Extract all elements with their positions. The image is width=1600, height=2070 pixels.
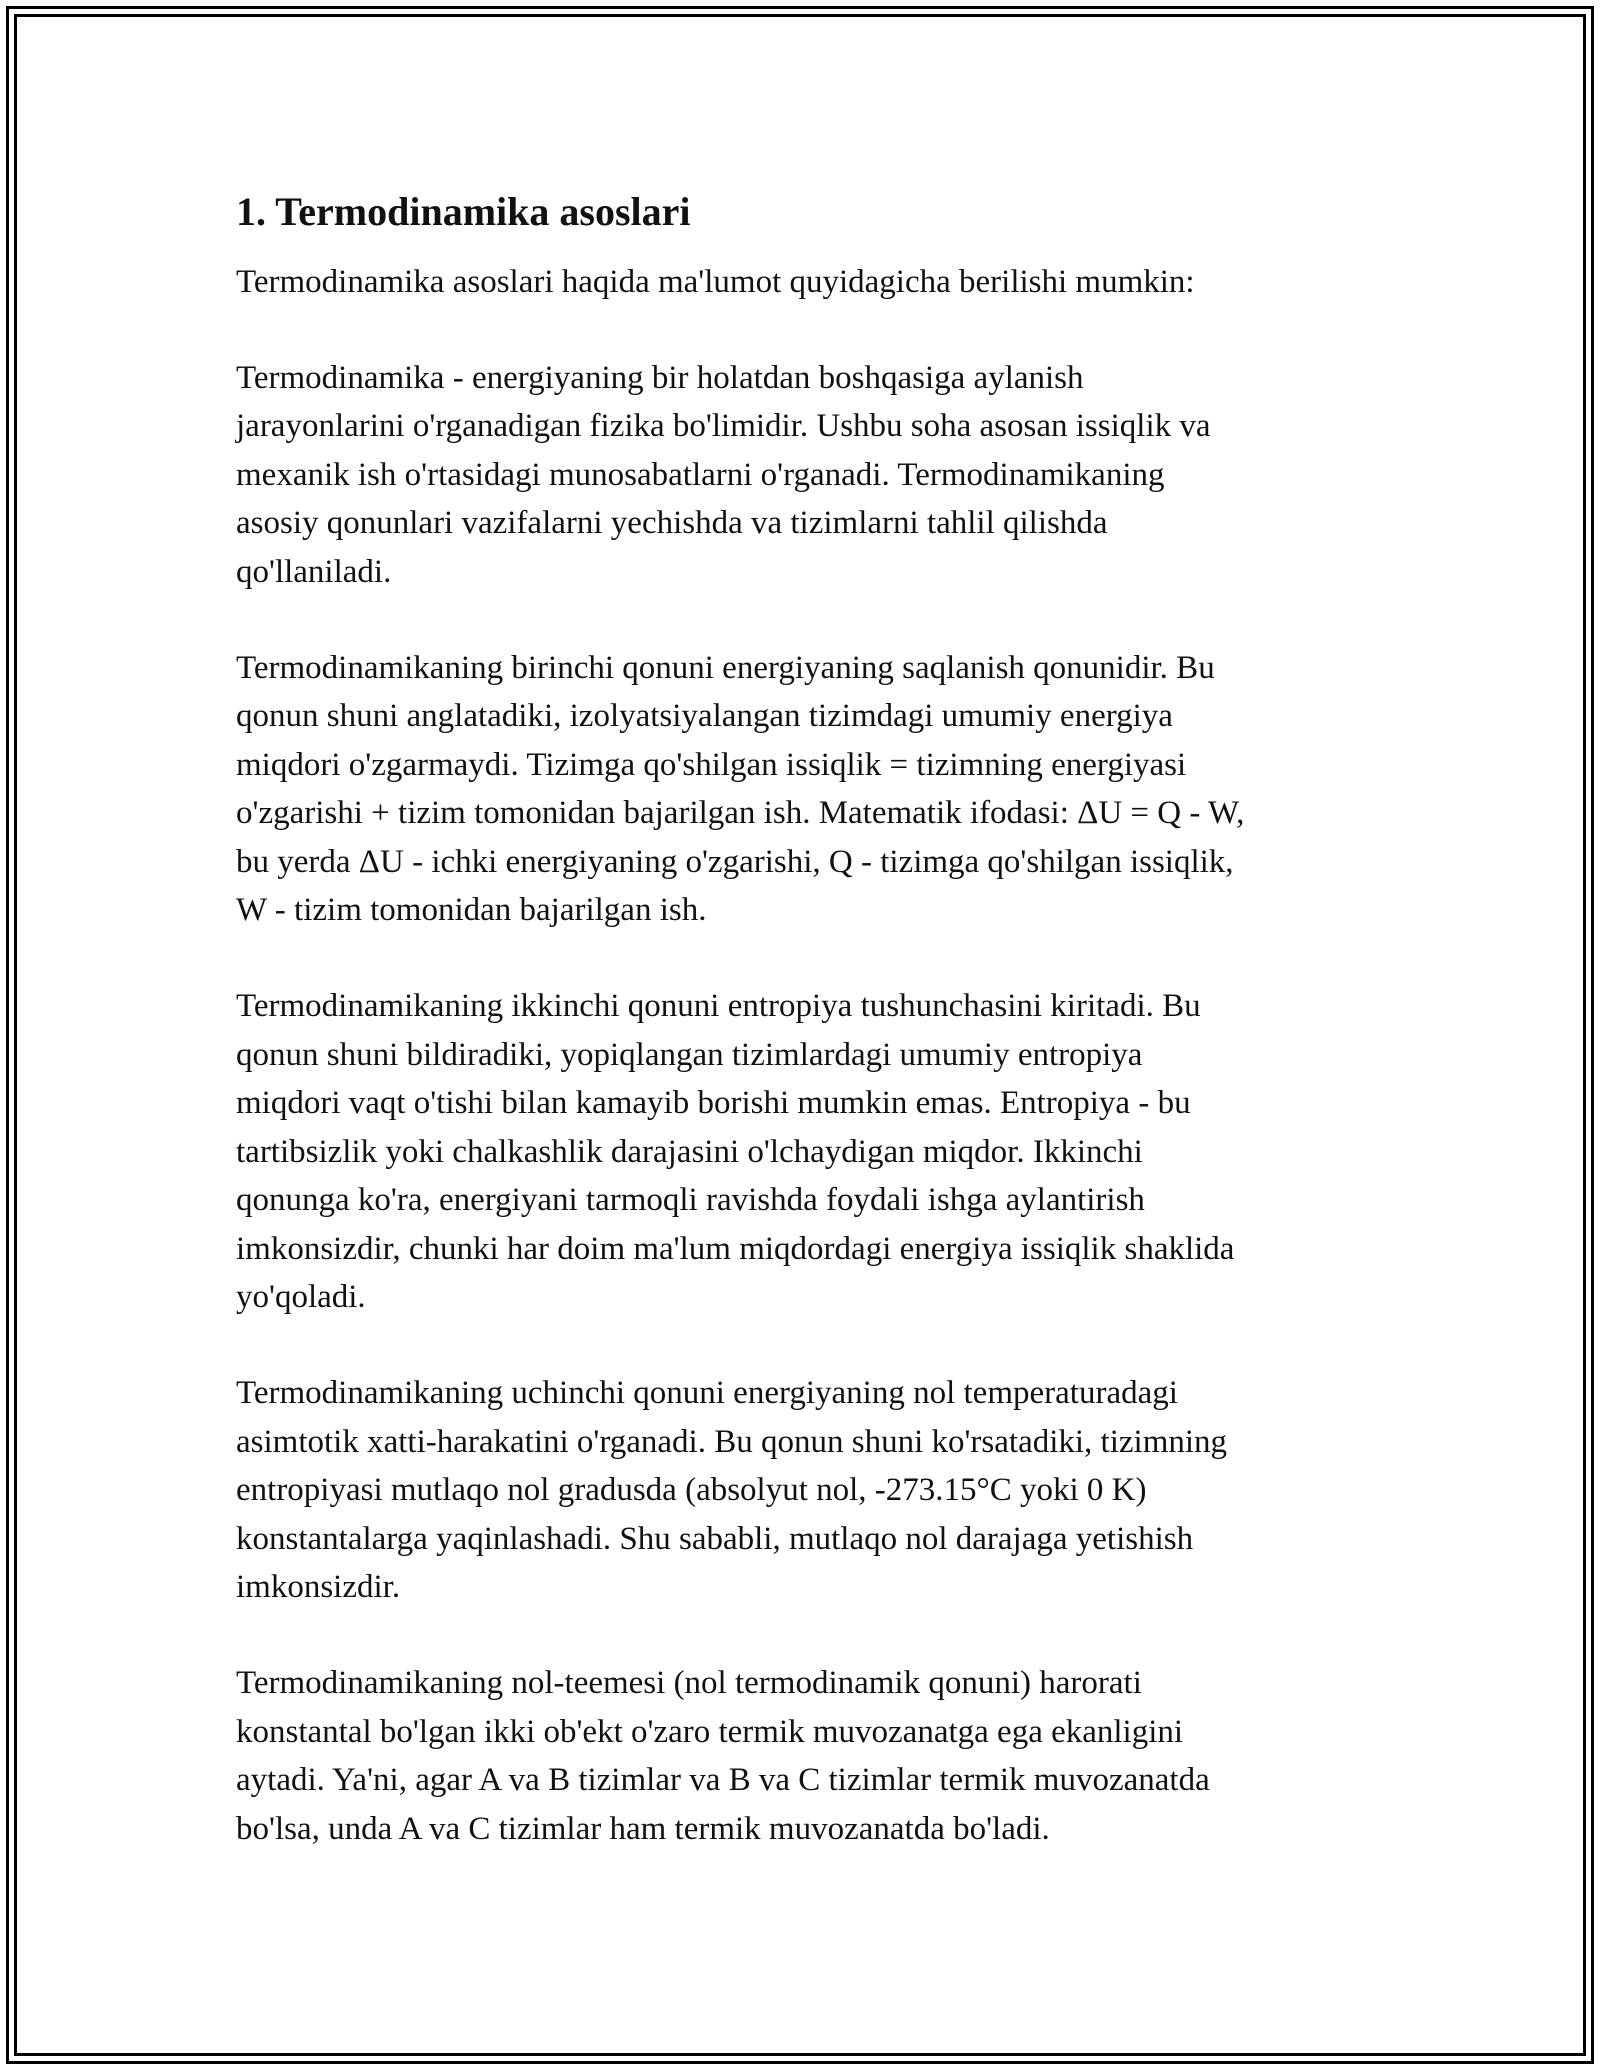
paragraph-line: qonunga ko'ra, energiyani tarmoqli ravishda foydali ishga aylantirish: [236, 1182, 1145, 1219]
paragraph-zeroth-law: [236, 1659, 1366, 1853]
paragraph-line: W - tizim tomonidan bajarilgan ish.: [236, 892, 707, 929]
paragraph-line: qonun shuni anglatadiki, izolyatsiyalangan tizimdagi umumiy energiya: [236, 698, 1173, 735]
paragraph-line: o'zgarishi + tizim tomonidan bajarilgan ish. Matematik ifodasi: ΔU = Q - W,: [236, 795, 1245, 832]
paragraph-line: entropiyasi mutlaqo nol gradusda (absolyut nol, -273.15°C yoki 0 K): [236, 1472, 1147, 1509]
intro-paragraph: Termodinamika asoslari haqida ma'lumot quyidagicha berilishi mumkin:: [236, 264, 1195, 300]
paragraph-third-law: [236, 1369, 1366, 1611]
paragraph-line: tartibsizlik yoki chalkashlik darajasini o'lchaydigan miqdor. Ikkinchi: [236, 1133, 1143, 1170]
paragraph-line: bo'lsa, unda A va C tizimlar ham termik muvozanatda bo'ladi.: [236, 1810, 1050, 1847]
document-body: [236, 186, 1366, 1853]
paragraph-line: Termodinamikaning ikkinchi qonuni entropiya tushunchasini kiritadi. Bu: [236, 988, 1201, 1025]
paragraph-line: miqdori vaqt o'tishi bilan kamayib borishi mumkin emas. Entropiya - bu: [236, 1085, 1191, 1122]
paragraph-line: miqdori o'zgarmaydi. Tizimga qo'shilgan issiqlik = tizimning energiyasi: [236, 746, 1187, 783]
paragraph-line: konstantalarga yaqinlashadi. Shu sababli, mutlaqo nol darajaga yetishish: [236, 1520, 1194, 1557]
paragraph-line: asosiy qonunlari vazifalarni yechishda va tizimlarni tahlil qilishda: [236, 505, 1108, 542]
paragraph-line: Termodinamikaning uchinchi qonuni energiyaning nol temperaturadagi: [236, 1375, 1178, 1412]
paragraph-line: Termodinamikaning birinchi qonuni energiyaning saqlanish qonunidir. Bu: [236, 650, 1215, 687]
paragraph-line: asimtotik xatti-harakatini o'rganadi. Bu qonun shuni ko'rsatadiki, tizimning: [236, 1423, 1228, 1460]
paragraph-line: konstantal bo'lgan ikki ob'ekt o'zaro termik muvozanatga ega ekanligini: [236, 1713, 1184, 1750]
paragraph-line: qonun shuni bildiradiki, yopiqlangan tizimlardagi umumiy entropiya: [236, 1036, 1143, 1073]
paragraph-line: bu yerda ΔU - ichki energiyaning o'zgarishi, Q - tizimga qo'shilgan issiqlik,: [236, 843, 1234, 880]
paragraph-line: Termodinamikaning nol-teemesi (nol termodinamik qonuni) harorati: [236, 1665, 1142, 1702]
paragraph-line: qo'llaniladi.: [236, 553, 392, 590]
paragraph-definition: [236, 354, 1366, 596]
paragraph-first-law: [236, 644, 1366, 934]
paragraph-line: yo'qoladi.: [236, 1278, 366, 1315]
paragraph-line: mexanik ish o'rtasidagi munosabatlarni o'rganadi. Termodinamikaning: [236, 456, 1165, 493]
paragraph-second-law: [236, 982, 1366, 1321]
paragraph-line: aytadi. Ya'ni, agar A va B tizimlar va B va C tizimlar termik muvozanatda: [236, 1762, 1210, 1799]
section-heading: 1. Termodinamika asoslari: [236, 189, 691, 234]
paragraph-line: imkonsizdir.: [236, 1568, 401, 1605]
paragraph-line: imkonsizdir, chunki har doim ma'lum miqdordagi energiya issiqlik shaklida: [236, 1230, 1235, 1267]
paragraph-line: Termodinamika - energiyaning bir holatdan boshqasiga aylanish: [236, 360, 1084, 396]
paragraph-line: jarayonlarini o'rganadigan fizika bo'limidir. Ushbu soha asosan issiqlik va: [236, 408, 1211, 445]
